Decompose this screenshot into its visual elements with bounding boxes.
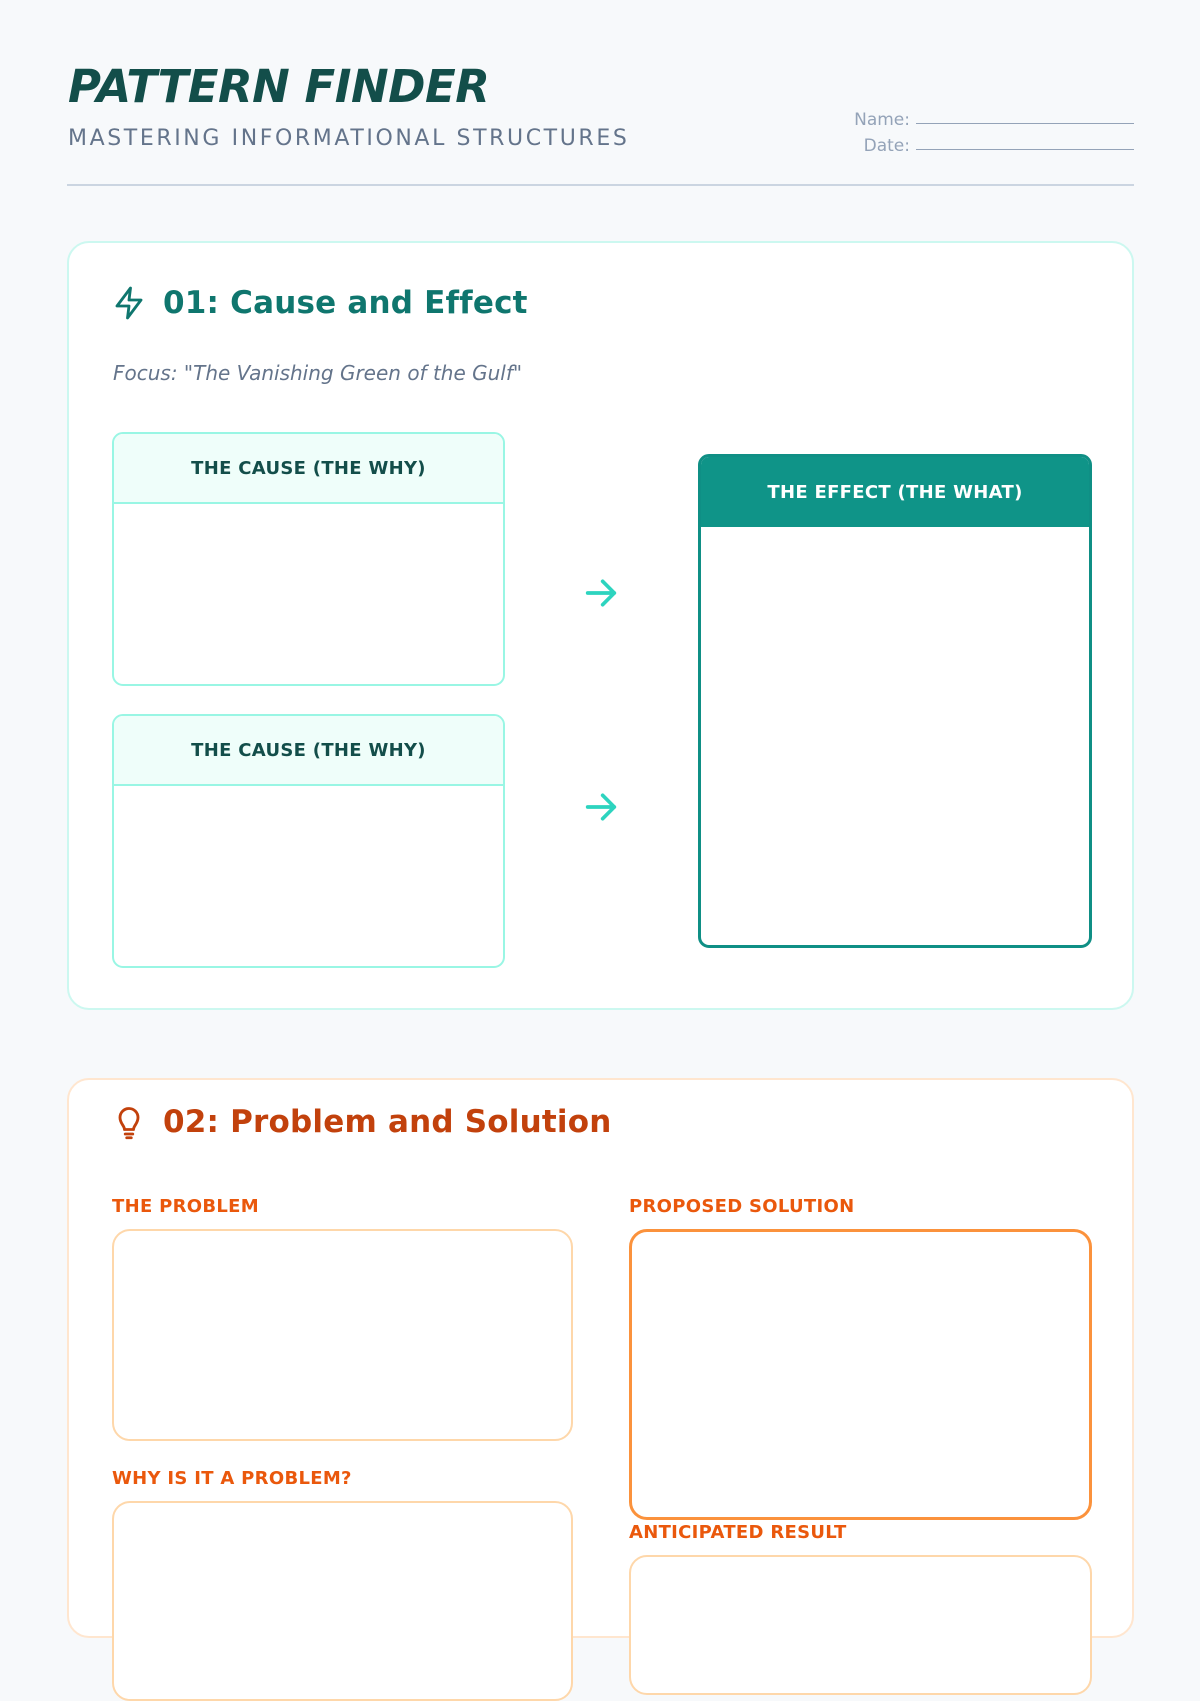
name-label: Name: bbox=[854, 110, 910, 130]
focus-text: Focus: "The Vanishing Green of the Gulf" bbox=[113, 361, 523, 385]
why-problem-box[interactable] bbox=[112, 1501, 573, 1701]
effect-box[interactable] bbox=[698, 454, 1092, 948]
date-row bbox=[854, 133, 1134, 159]
problem-label: THE PROBLEM bbox=[112, 1196, 259, 1217]
cause-effect-section bbox=[67, 241, 1134, 1010]
cause-box-2-label: THE CAUSE (THE WHY) bbox=[114, 716, 503, 786]
why-problem-label: WHY IS IT A PROBLEM? bbox=[112, 1468, 352, 1489]
lightbulb-icon bbox=[111, 1104, 147, 1140]
anticipated-result-label: ANTICIPATED RESULT bbox=[629, 1522, 847, 1543]
date-line[interactable] bbox=[916, 147, 1134, 150]
name-line[interactable] bbox=[916, 121, 1134, 124]
header-divider bbox=[67, 184, 1134, 186]
solution-label: PROPOSED SOLUTION bbox=[629, 1196, 855, 1217]
worksheet-title: PATTERN FINDER bbox=[68, 60, 490, 113]
name-date-block bbox=[854, 107, 1134, 159]
lightning-icon bbox=[111, 285, 147, 321]
cause-box-2[interactable] bbox=[112, 714, 505, 968]
problem-solution-title: 02: Problem and Solution bbox=[163, 1104, 612, 1140]
name-row bbox=[854, 107, 1134, 133]
problem-box[interactable] bbox=[112, 1229, 573, 1441]
worksheet-subtitle: MASTERING INFORMATIONAL STRUCTURES bbox=[68, 126, 630, 151]
date-label: Date: bbox=[863, 136, 910, 156]
effect-box-label: THE EFFECT (THE WHAT) bbox=[701, 457, 1089, 527]
arrow-right-icon bbox=[581, 787, 621, 827]
problem-solution-heading bbox=[111, 1104, 611, 1140]
cause-effect-heading bbox=[111, 285, 528, 321]
anticipated-result-box[interactable] bbox=[629, 1555, 1092, 1695]
cause-box-1-label: THE CAUSE (THE WHY) bbox=[114, 434, 503, 504]
cause-box-1[interactable] bbox=[112, 432, 505, 686]
problem-solution-section bbox=[67, 1078, 1134, 1638]
arrow-right-icon bbox=[581, 573, 621, 613]
solution-box[interactable] bbox=[629, 1229, 1092, 1520]
cause-effect-title: 01: Cause and Effect bbox=[163, 285, 528, 321]
